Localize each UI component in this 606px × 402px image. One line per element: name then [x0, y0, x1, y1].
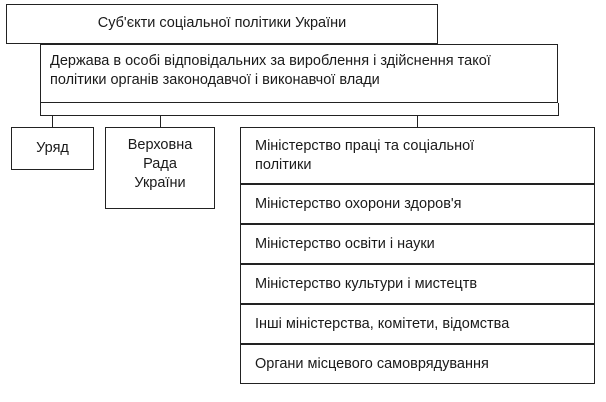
state-text-line-1: Держава в особі відповідальних за вироблення і здійснення такої [50, 53, 491, 69]
connector-state-left-stub [40, 103, 41, 116]
ministry-box-health [240, 184, 595, 224]
connector-to-government [52, 115, 53, 127]
ministry-label: Міністерство освіти і науки [255, 236, 435, 252]
ministry-box-education-science [240, 224, 595, 264]
ministry-label: Міністерство культури і мистецтв [255, 276, 478, 292]
connector-to-parliament [160, 115, 161, 127]
ministry-label-line-2: політики [255, 157, 312, 173]
ministry-box-culture-arts [240, 264, 595, 304]
subjects-title-box [6, 4, 438, 44]
parliament-label-line-2: Рада [143, 156, 177, 172]
state-box [40, 44, 558, 103]
government-box [11, 127, 94, 170]
ministry-box-labor-social-policy [240, 127, 595, 184]
parliament-label-line-3: України [134, 175, 186, 191]
connector-state-right-stub [558, 103, 559, 116]
ministry-label-line-1: Міністерство праці та соціальної [255, 138, 475, 154]
ministry-label: Інші міністерства, комітети, відомства [255, 316, 510, 332]
other-ministries-box [240, 304, 595, 344]
parliament-label-line-1: Верховна [127, 137, 193, 153]
ministry-label: Міністерство охорони здоров'я [255, 196, 462, 212]
ministry-label: Органи місцевого самоврядування [255, 356, 489, 372]
parliament-box [105, 127, 215, 209]
state-text-line-2: політики органів законодавчої і виконавчої влади [50, 72, 380, 88]
local-self-government-box [240, 344, 595, 384]
connector-to-ministries [417, 115, 418, 127]
government-label: Уряд [36, 140, 69, 156]
connector-state-to-branches [40, 115, 559, 116]
subjects-title: Суб'єкти соціальної політики України [97, 15, 347, 31]
